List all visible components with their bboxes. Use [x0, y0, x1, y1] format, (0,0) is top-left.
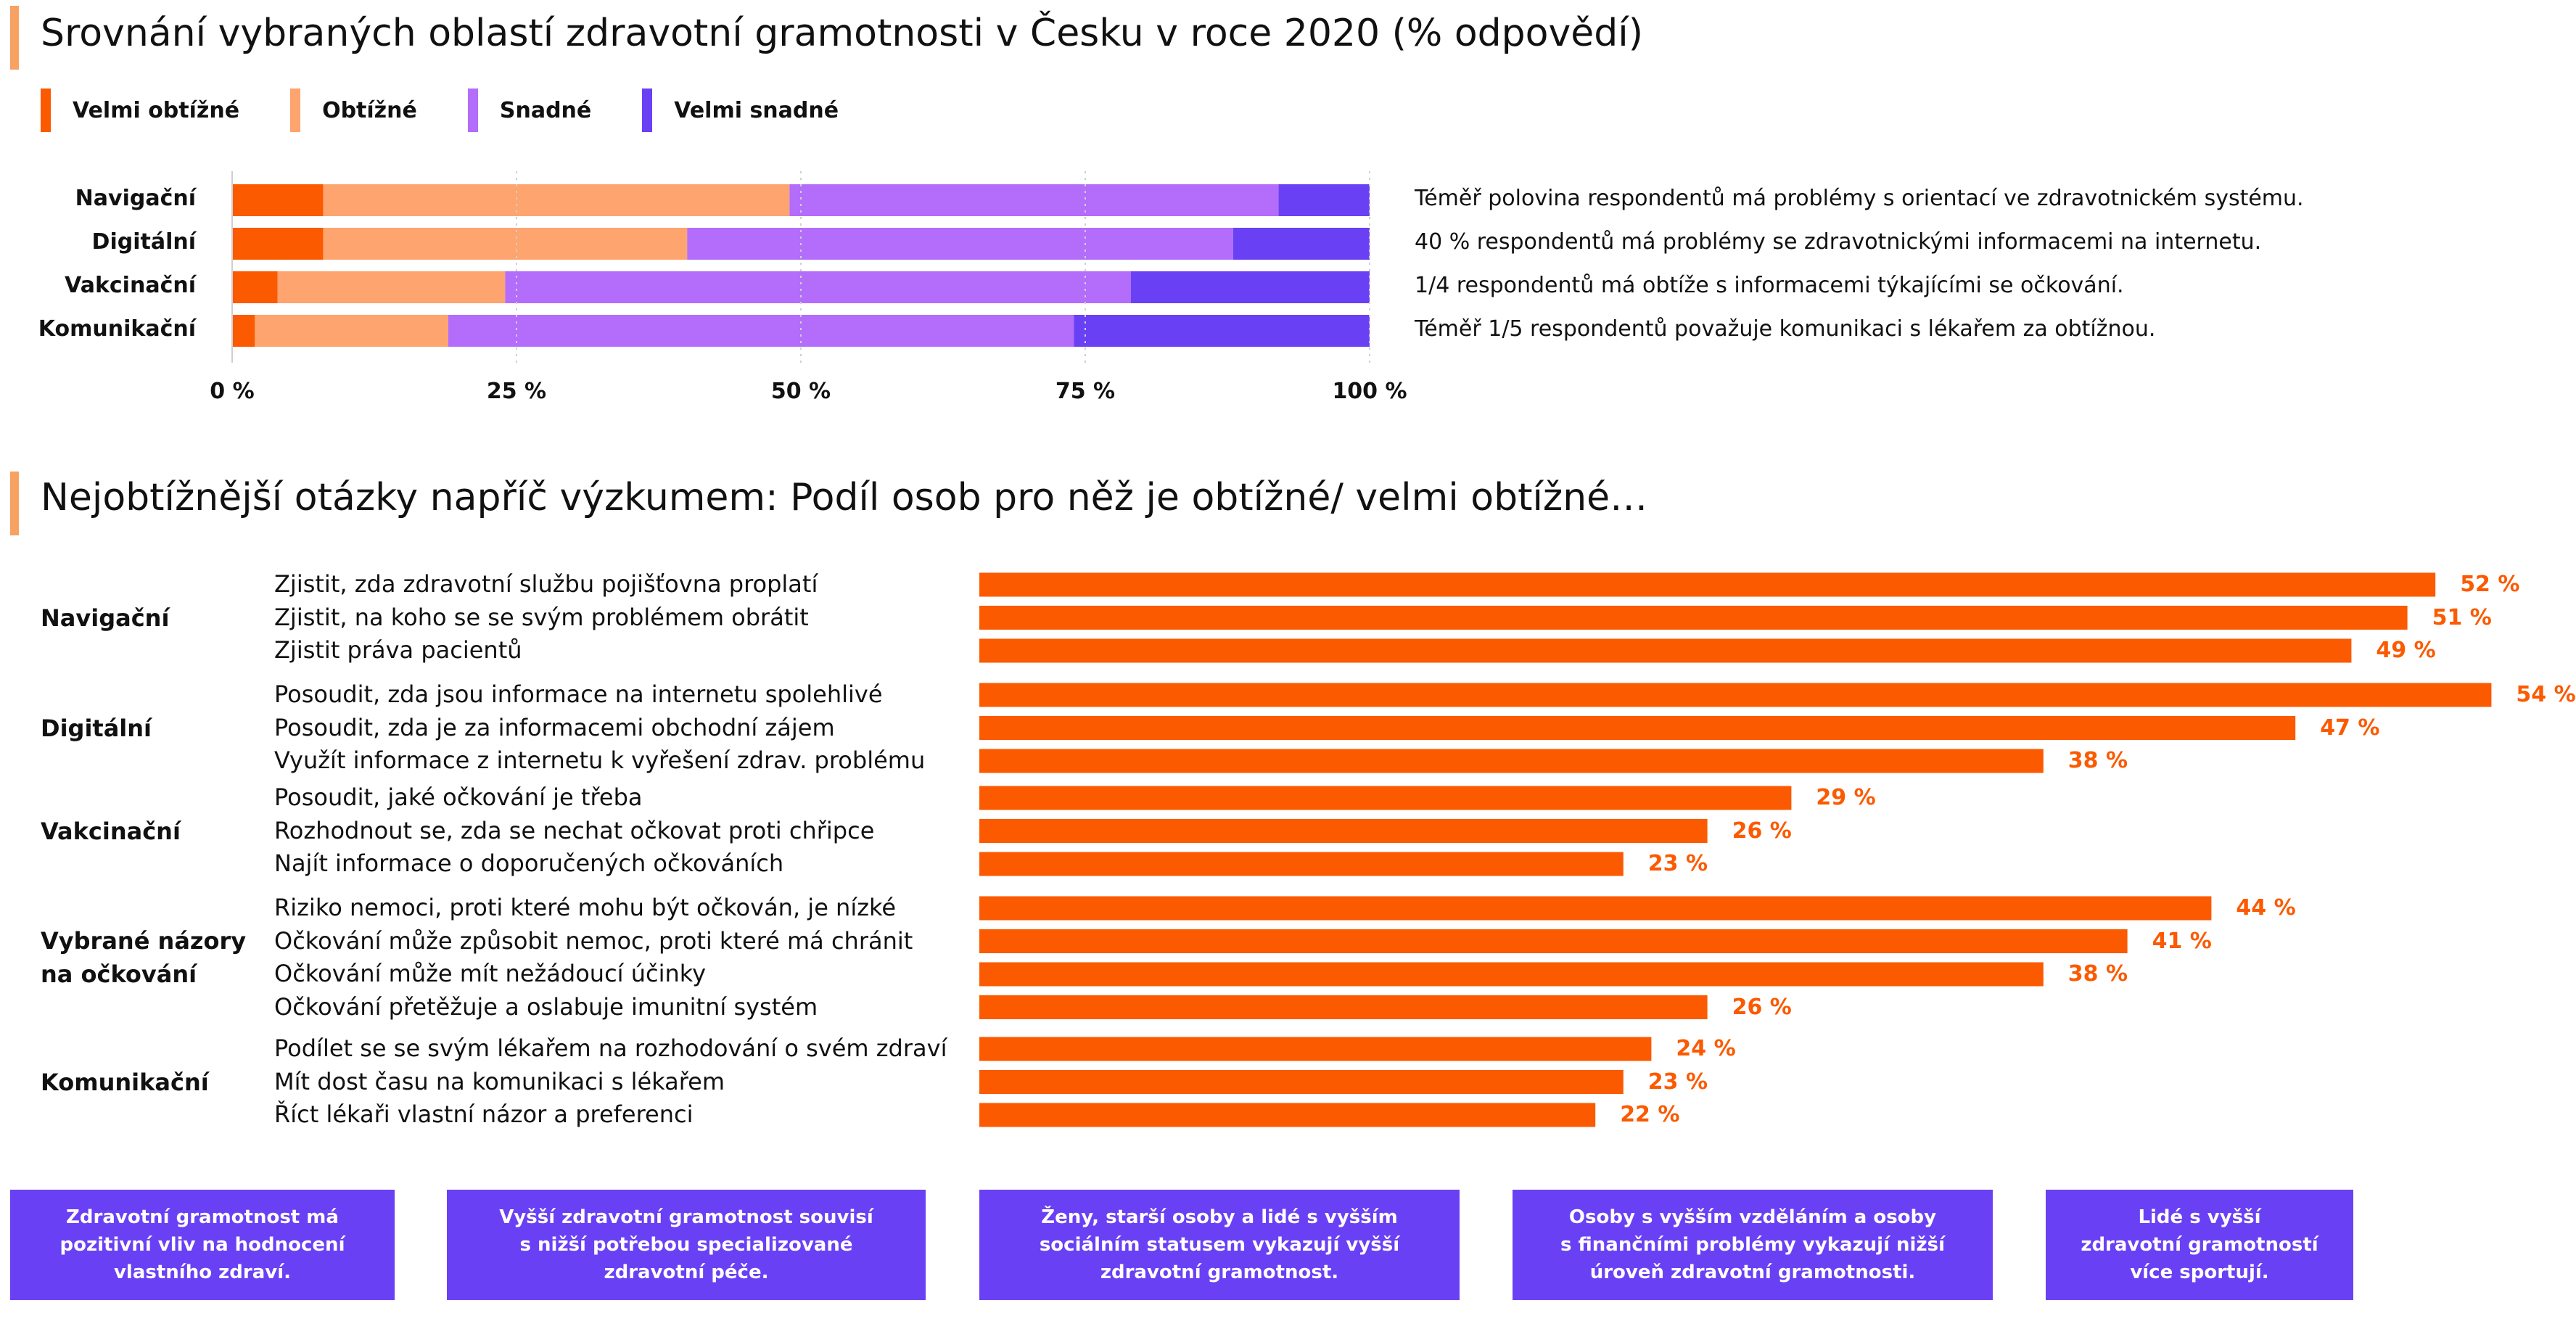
insight-line: zdravotní péče. [604, 1262, 769, 1283]
x-tick-label: 25 % [486, 379, 547, 404]
insight-line: Vyšší zdravotní gramotnost souvisí [499, 1206, 873, 1228]
insight-box [447, 1190, 926, 1300]
insight-line: zdravotní gramotností [2081, 1234, 2318, 1256]
value-bar [979, 929, 2128, 953]
stacked-bar-segment [1233, 228, 1370, 260]
value-bar [979, 716, 2295, 740]
stacked-bar-segment [232, 315, 255, 347]
insight-text [2081, 1203, 2318, 1286]
x-tick-label: 0 % [210, 379, 255, 404]
group-label [41, 712, 152, 745]
group-label-line: Navigační [41, 604, 170, 632]
stacked-bar-segment [232, 184, 323, 216]
stacked-bar-segment [255, 315, 448, 347]
value-bar [979, 1070, 1624, 1094]
value-label: 24 % [1676, 1036, 1736, 1061]
value-label: 29 % [1816, 785, 1876, 810]
stacked-bar-segment [323, 228, 687, 260]
group-label-line: Komunikační [41, 1068, 209, 1096]
question-label: Říct lékaři vlastní názor a preferenci [274, 1100, 694, 1128]
insight-text [1560, 1203, 1945, 1286]
value-bar [979, 1037, 1651, 1061]
value-label: 26 % [1732, 818, 1792, 844]
question-label: Mít dost času na komunikaci s lékařem [274, 1067, 725, 1095]
group-label-line: Vybrané názory [41, 927, 247, 955]
legend-label: Velmi snadné [674, 97, 839, 123]
question-label: Riziko nemoci, proti které mohu být očkován, je nízké [274, 894, 897, 921]
value-bar [979, 963, 2044, 987]
group-label [41, 815, 181, 848]
insight-text [1040, 1203, 1399, 1286]
group-label [41, 1066, 209, 1099]
question-label: Najít informace o doporučených očkováních [274, 849, 784, 877]
insight-box [979, 1190, 1460, 1300]
value-bar [979, 639, 2351, 663]
stacked-bar-segment [232, 228, 323, 260]
value-label: 51 % [2432, 604, 2492, 630]
insight-line: pozitivní vliv na hodnocení [59, 1234, 345, 1256]
insight-box [1513, 1190, 1993, 1300]
question-label: Očkování přetěžuje a oslabuje imunitní systém [274, 992, 818, 1021]
value-bar [979, 995, 1708, 1019]
question-label: Očkování může způsobit nemoc, proti které má chránit [274, 926, 913, 955]
question-label: Posoudit, zda je za informacemi obchodní zájem [274, 713, 835, 741]
chart1-title: Srovnání vybraných oblastí zdravotní gramotnosti v Česku v roce 2020 (% odpovědí) [41, 12, 1643, 55]
insight-text [499, 1203, 873, 1286]
question-label: Posoudit, zda jsou informace na internetu spolehlivé [274, 680, 883, 708]
x-tick-label: 75 % [1055, 379, 1116, 404]
question-label: Zjistit práva pacientů [274, 636, 522, 664]
value-bar [979, 852, 1624, 876]
value-bar [979, 573, 2435, 597]
stacked-bar-segment [1074, 315, 1370, 347]
stacked-bar-segment [687, 228, 1233, 260]
question-label: Očkování může mít nežádoucí účinky [274, 960, 707, 987]
value-bar [979, 749, 2044, 773]
insight-line: Lidé s vyšší [2138, 1206, 2261, 1228]
x-tick-label: 50 % [770, 379, 831, 404]
insight-box [2046, 1190, 2353, 1300]
insight-line: Osoby s vyšším vzděláním a osoby [1568, 1206, 1937, 1228]
value-bar [979, 1103, 1595, 1127]
stacked-bar-segment [1131, 271, 1370, 303]
insight-box [10, 1190, 395, 1300]
value-label: 22 % [1620, 1102, 1680, 1127]
insight-line: vlastního zdraví. [113, 1262, 291, 1283]
insight-line: sociálním statusem vykazují vyšší [1039, 1234, 1400, 1256]
value-label: 44 % [2236, 895, 2296, 921]
group-label [41, 601, 169, 635]
value-label: 49 % [2376, 638, 2436, 663]
legend-label: Velmi obtížné [73, 97, 240, 123]
category-label: Komunikační [38, 316, 196, 342]
stacked-bar-segment [323, 184, 789, 216]
insight-line: úroveň zdravotní gramotnosti. [1589, 1262, 1916, 1283]
insight-line: zdravotní gramotnost. [1100, 1262, 1339, 1283]
question-label: Posoudit, jaké očkování je třeba [274, 783, 643, 811]
group-label-line: na očkování [41, 960, 197, 989]
stacked-bar-segment [448, 315, 1074, 347]
value-label: 23 % [1647, 1069, 1708, 1095]
stacked-bar-segment [789, 184, 1278, 216]
question-label: Rozhodnout se, zda se nechat očkovat proti chřipce [274, 816, 875, 844]
legend-label: Obtížné [322, 97, 417, 123]
value-label: 52 % [2460, 572, 2520, 597]
value-bar [979, 897, 2211, 921]
chart1-annotation: 40 % respondentů má problémy se zdravotnickými informacemi na internetu. [1415, 229, 2262, 255]
insight-line: s finančními problémy vykazují nižší [1560, 1234, 1945, 1256]
value-label: 38 % [2067, 961, 2128, 987]
stacked-bar-segment [505, 271, 1130, 303]
stacked-bar-segment [232, 271, 278, 303]
insight-line: s nižší potřebou specializované [519, 1234, 853, 1256]
chart2-title: Nejobtížnější otázky napříč výzkumem: Podíl osob pro něž je obtížné/ velmi obtížné… [41, 476, 1648, 519]
insight-text [60, 1203, 345, 1286]
value-bar [979, 786, 1791, 810]
insight-line: Zdravotní gramotnost má [66, 1206, 339, 1228]
chart1-annotation: 1/4 respondentů má obtíže s informacemi týkajícími se očkování. [1415, 273, 2124, 298]
value-label: 54 % [2516, 682, 2576, 707]
question-label: Využít informace z internetu k vyřešení zdrav. problému [274, 746, 926, 774]
insight-line: více sportují. [2130, 1262, 2269, 1283]
category-label: Digitální [91, 229, 196, 255]
stacked-bar-segment [1279, 184, 1370, 216]
chart1-annotation: Téměř polovina respondentů má problémy s orientací ve zdravotnickém systému. [1415, 186, 2304, 211]
group-label-line: Vakcinační [41, 817, 181, 845]
insight-line: Ženy, starší osoby a lidé s vyšším [1041, 1206, 1398, 1228]
value-label: 26 % [1732, 994, 1792, 1020]
group-label-line: Digitální [41, 714, 152, 742]
question-label: Zjistit, zda zdravotní službu pojišťovna proplatí [274, 570, 818, 598]
value-label: 47 % [2320, 715, 2380, 741]
chart1-annotation: Téměř 1/5 respondentů považuje komunikaci s lékařem za obtížnou. [1415, 316, 2156, 342]
stacked-bar-segment [278, 271, 506, 303]
value-bar [979, 683, 2491, 707]
legend-label: Snadné [499, 97, 592, 123]
value-label: 23 % [1647, 851, 1708, 876]
value-bar [979, 819, 1708, 843]
question-label: Podílet se se svým lékařem na rozhodování o svém zdraví [274, 1034, 947, 1062]
value-label: 41 % [2152, 928, 2212, 954]
question-label: Zjistit, na koho se se svým problémem obrátit [274, 603, 809, 631]
category-label: Vakcinační [65, 273, 196, 298]
value-bar [979, 606, 2408, 630]
x-tick-label: 100 % [1332, 379, 1407, 404]
group-label [41, 924, 246, 991]
category-label: Navigační [75, 186, 196, 211]
value-label: 38 % [2067, 748, 2128, 773]
